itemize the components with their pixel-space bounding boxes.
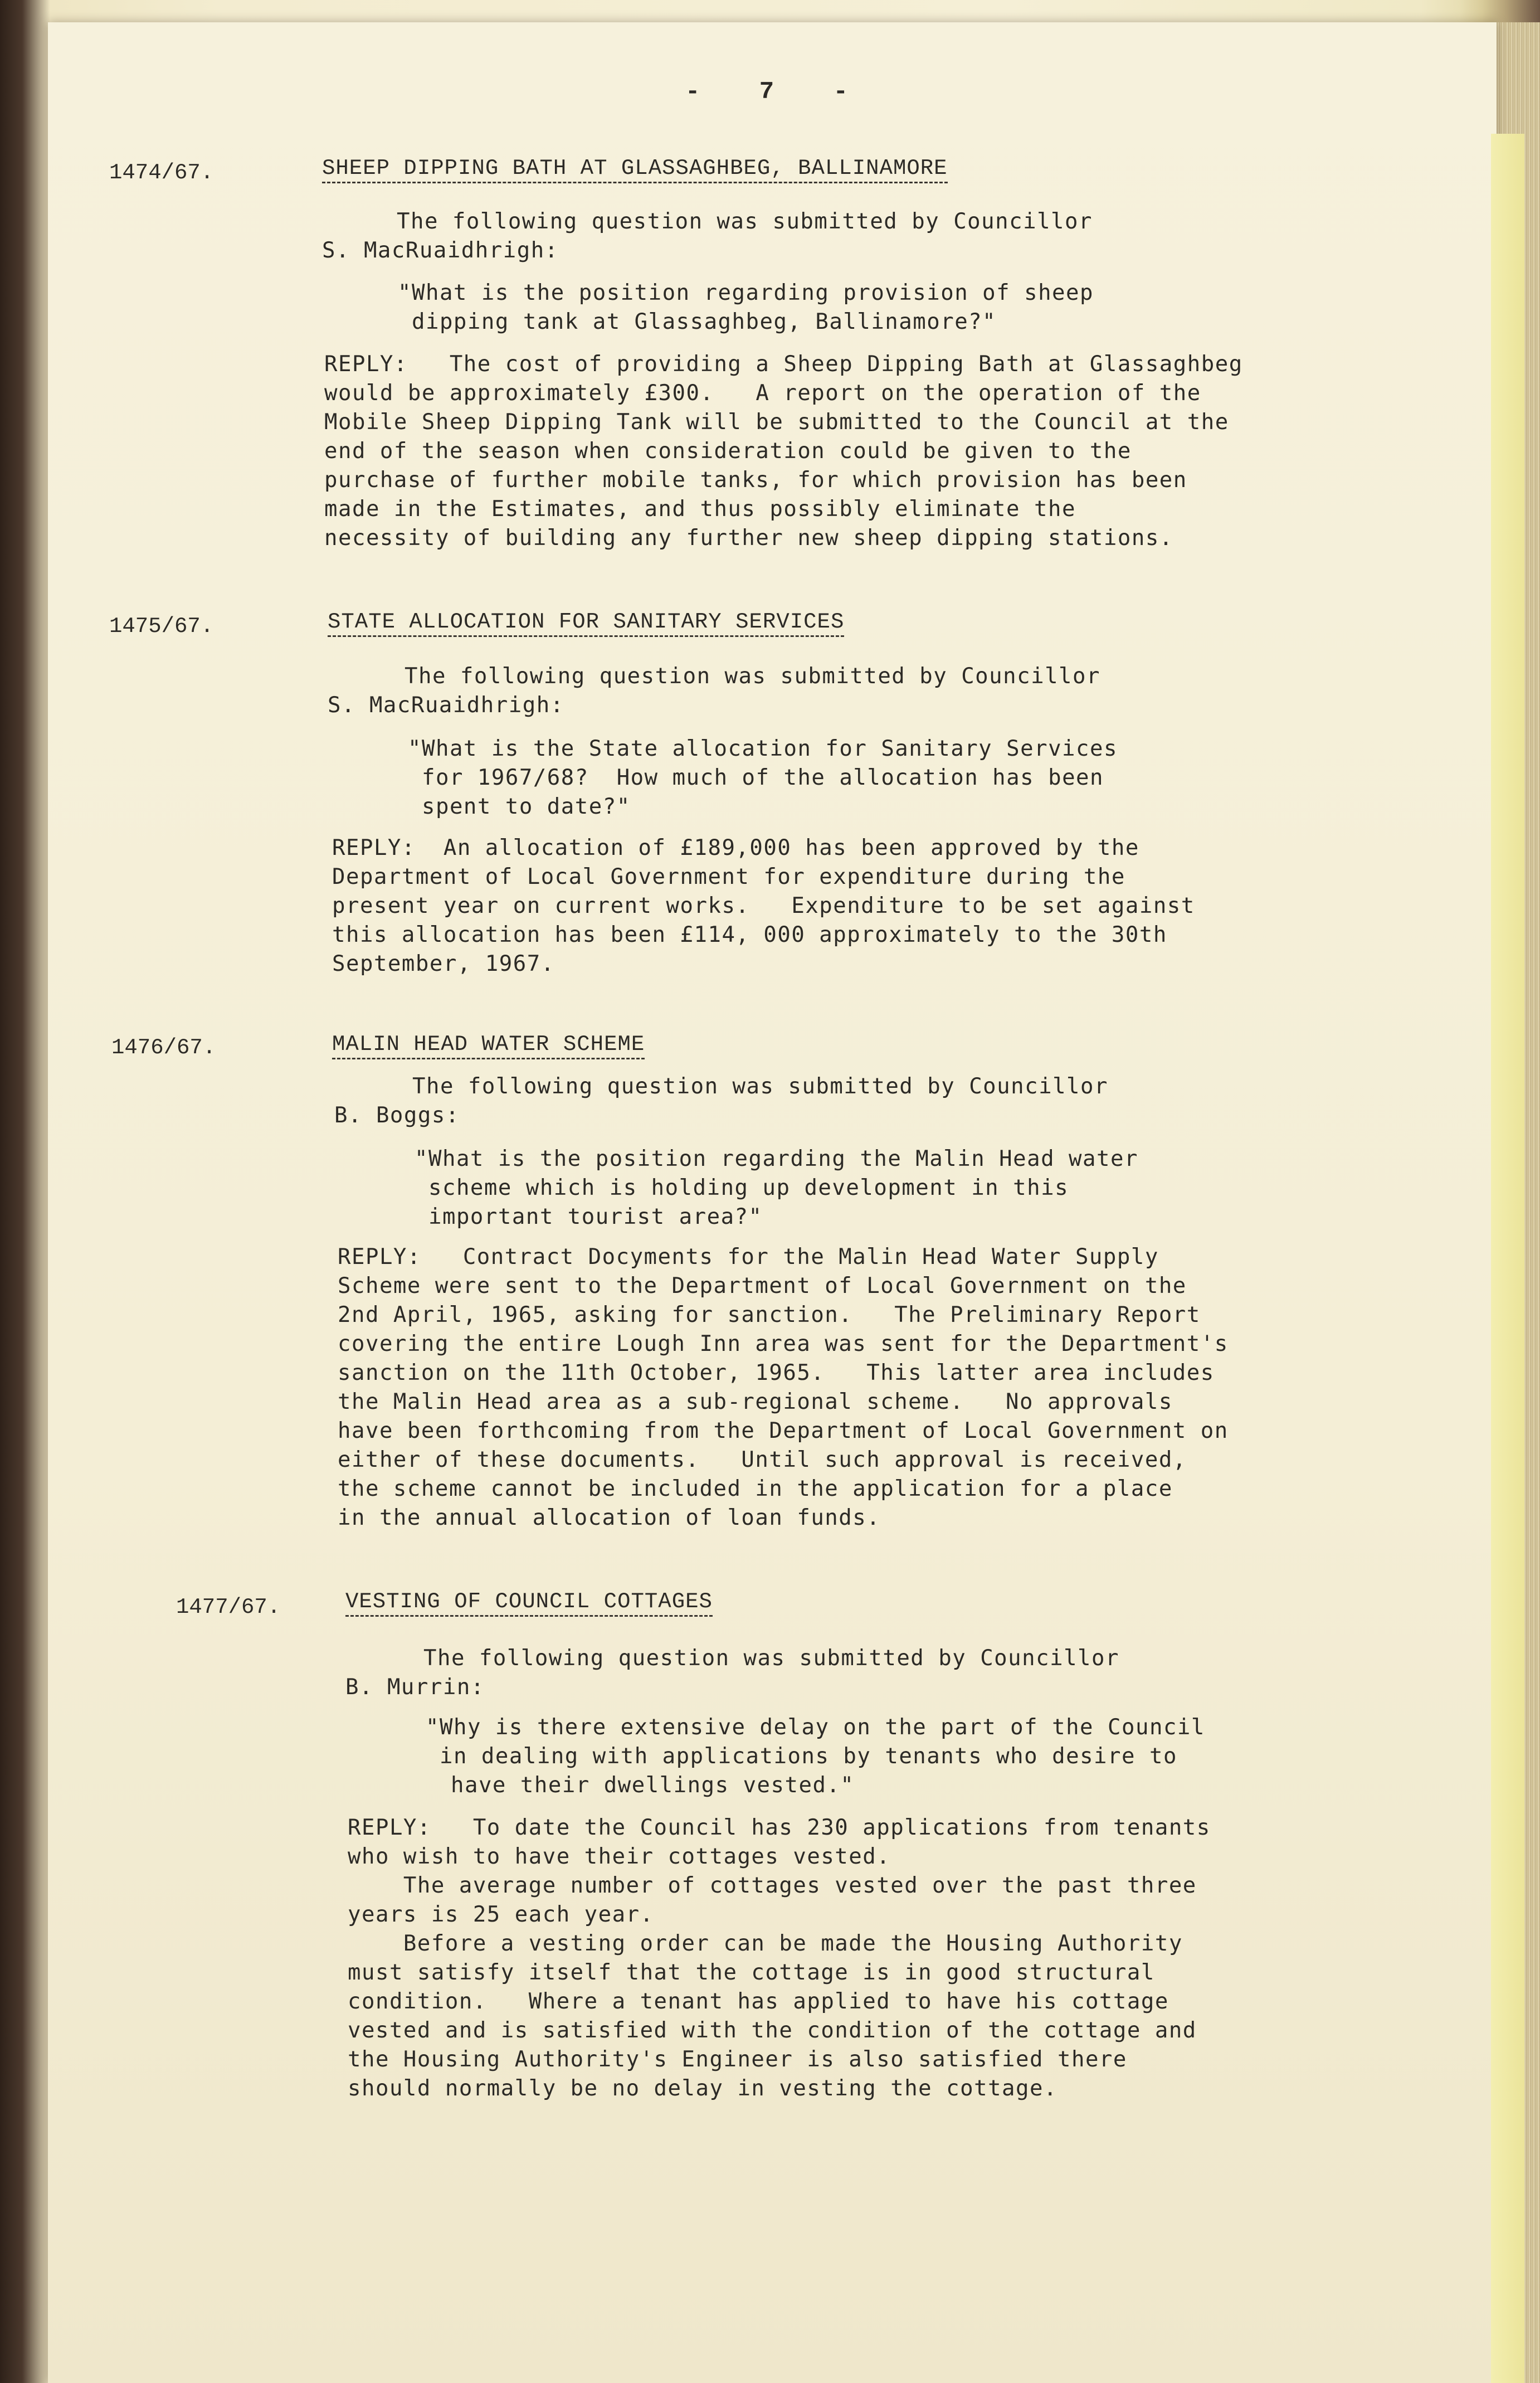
reply-text: REPLY: An allocation of £189,000 has been approved by the Department of Local Government for expenditure during the present year on current works. Expenditure to be set against this allocation has been £114, 000 approximately to the 30th September, 1967.	[332, 835, 1195, 976]
reply-text: REPLY: The cost of providing a Sheep Dipping Bath at Glassaghbeg would be approximately £300. A report on the operation of the Mobile Sheep Dipping Tank will be submitted to the Council at the end of the season when consideration could be given to the purchase of further mobile tanks, for which provision has been made in the Estimates, and thus possibly eliminate the necessity of building any further new sheep dipping stations.	[324, 352, 1243, 551]
question-text: "What is the position regarding the Malin Head water scheme which is holding up development in this important tourist area?"	[415, 1146, 1138, 1229]
section-number: 1474/67.	[109, 161, 214, 185]
reply-text: REPLY: Contract Docyments for the Malin Head Water Supply Scheme were sent to the Department of Local Government on the 2nd April, 1965, asking for sanction. The Preliminary Report covering the entire Lough Inn area was sent for the Department's sanction on the 11th October, 1965. This latter area includes the Malin Head area as a sub-regional scheme. No approvals have been forthcoming from the Department of Local Government on either of these documents. Until such approval is received, the scheme cannot be included in the application for a place in the annual allocation of loan funds.	[338, 1244, 1229, 1530]
question-intro: The following question was submitted by Councillor S. MacRuaidhrigh:	[322, 209, 1093, 263]
question-intro: The following question was submitted by Councillor B. Murrin:	[345, 1646, 1119, 1700]
section-number: 1475/67.	[109, 614, 214, 639]
yellow-sheet-edge	[1491, 134, 1524, 2383]
section-heading: STATE ALLOCATION FOR SANITARY SERVICES	[328, 610, 844, 637]
question-intro: The following question was submitted by Councillor B. Boggs:	[334, 1074, 1108, 1128]
reply-text: REPLY: To date the Council has 230 applications from tenants who wish to have their cottages vested. The average number of cottages vested over the past three years is 25 each year. Before a vesting order can be made the Housing Authority must satisfy itself that the cottage is in good structural condition. Where a tenant has applied to have his cottage vested and is satisfied with the condition of the cottage and the Housing Authority's Engineer is also satisfied there should normally be no delay in vesting the cottage.	[348, 1815, 1211, 2101]
section-heading: SHEEP DIPPING BATH AT GLASSAGHBEG, BALLINAMORE	[322, 156, 948, 183]
section-heading: MALIN HEAD WATER SCHEME	[332, 1032, 645, 1059]
question-intro: The following question was submitted by Councillor S. MacRuaidhrigh:	[328, 664, 1100, 718]
question-text: "Why is there extensive delay on the part of the Council in dealing with applications by tenants who desire to have their dwellings vested."	[426, 1715, 1205, 1798]
section-number: 1476/67.	[111, 1035, 216, 1060]
section-number: 1477/67.	[176, 1595, 281, 1620]
page-number: - 7 -	[685, 78, 871, 106]
question-text: "What is the State allocation for Sanitary Services for 1967/68? How much of the allocation has been spent to date?"	[408, 736, 1118, 819]
section-heading: VESTING OF COUNCIL COTTAGES	[345, 1589, 713, 1617]
question-text: "What is the position regarding provision of sheep dipping tank at Glassaghbeg, Ballinamore?"	[398, 280, 1094, 334]
